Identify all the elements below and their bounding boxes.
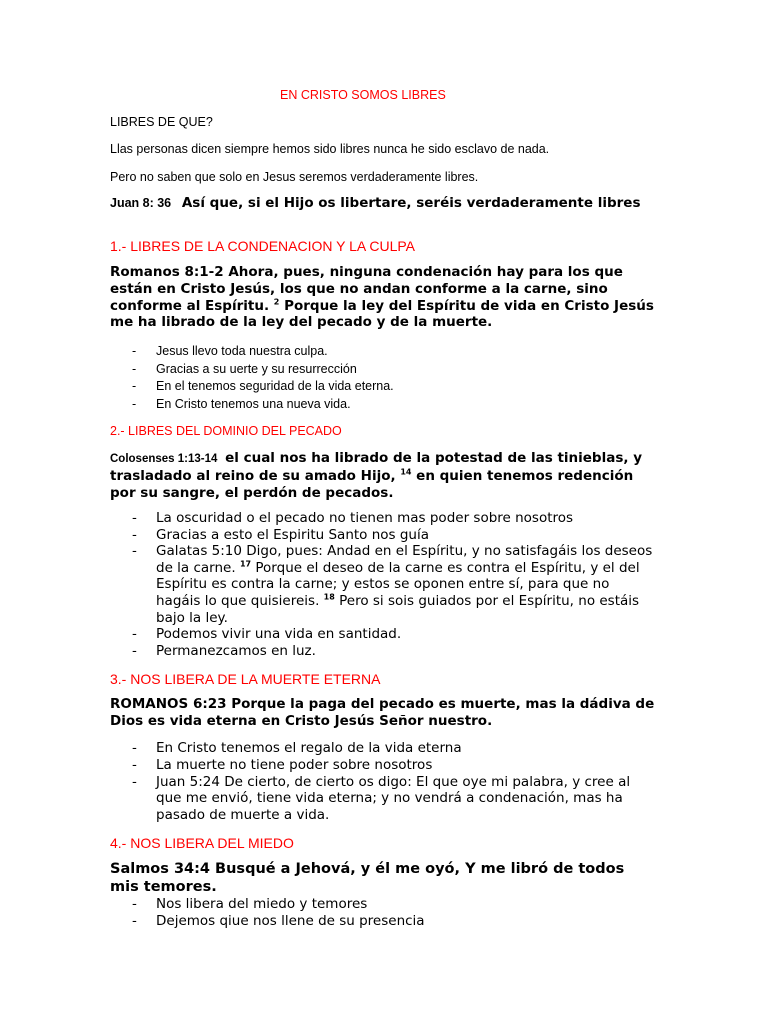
list-item-text: La muerte no tiene poder sobre nosotros: [156, 756, 433, 773]
section-2-heading: 2.- LIBRES DEL DOMINIO DEL PECADO: [110, 424, 342, 438]
list-item: [110, 396, 650, 414]
list-item: [110, 343, 650, 361]
list-item-text: Dejemos qiue nos llene de su presencia: [156, 913, 425, 929]
list-item-text: Gracias a su uerte y su resurrección: [156, 361, 357, 376]
dash-mark: -: [132, 543, 137, 560]
dash-mark: -: [132, 626, 137, 643]
section-1-verse-a: Romanos 8:1-2 Ahora, pues, ninguna condenación hay para los que están en Cristo Jesús, los que no andan conforme a la carne, sino conforme al Espíritu.: [110, 264, 623, 314]
section-1-list: [110, 343, 650, 414]
key-verse: [110, 195, 650, 212]
list-item: [110, 774, 655, 824]
list-item: [110, 740, 655, 757]
dash-mark: -: [132, 361, 137, 376]
list-item: [110, 896, 655, 913]
list-item: [110, 361, 650, 379]
section-2-verse-a: el cual nos ha librado de la potestad de las tinieblas, y trasladado al reino de su amado Hijo,: [110, 450, 642, 484]
list-item-text: En Cristo tenemos una nueva vida.: [156, 397, 351, 412]
list-item-text: La oscuridad o el pecado no tienen mas poder sobre nosotros: [156, 510, 574, 526]
section-2-verse-ref: Colosenses 1:13-14: [110, 453, 218, 465]
list-item: [110, 510, 655, 527]
list-item-text: Podemos vivir una vida en santidad.: [156, 626, 402, 643]
list-item-text: Gracias a esto el Espiritu Santo nos guía: [156, 526, 430, 543]
list-item-text: Nos libera del miedo y temores: [156, 896, 368, 912]
section-2-verse-sup: 14: [400, 467, 412, 477]
dash-mark: -: [132, 642, 137, 659]
dash-mark: -: [132, 913, 137, 929]
list-item: [110, 378, 650, 396]
galatas-sup-17: 17: [239, 559, 252, 569]
dash-mark: -: [132, 510, 137, 526]
list-item: [110, 527, 655, 544]
dash-mark: -: [132, 397, 137, 412]
list-item: [110, 643, 655, 660]
section-2-list: [110, 510, 655, 659]
section-4-verse: Salmos 34:4 Busqué a Jehová, y él me oyó, Y me libró de todos mis temores.: [110, 861, 625, 895]
dash-mark: -: [132, 740, 137, 756]
dash-mark: -: [132, 773, 137, 790]
galatas-b: Porque el deseo de la carne es contra el Espíritu, y el del Espíritu es contra la carne; y estos se oponen entre sí, para que no hagáis lo que quisiereis.: [156, 559, 640, 609]
dash-mark: -: [132, 526, 137, 543]
list-item-text: Jesus llevo toda nuestra culpa.: [156, 344, 328, 358]
section-1-verse-b: Porque la ley del Espíritu de vida en Cristo Jesús me ha librado de la ley del pecado y de la muerte.: [110, 297, 654, 331]
galatas-c: Pero si sois guiados por el Espíritu, no estáis bajo la ley.: [156, 592, 640, 626]
dash-mark: -: [132, 344, 137, 358]
galatas-sup-18: 18: [323, 592, 335, 602]
section-3-verse: ROMANOS 6:23 Porque la paga del pecado es muerte, mas la dádiva de Dios es vida eterna en Cristo Jesús Señor nuestro.: [110, 696, 655, 729]
list-item-text: Juan 5:24 De cierto, de cierto os digo: El que oye mi palabra, y cree al que me envió, tiene vida eterna; y no vendrá a condenación, mas ha pasado de muerte a vida.: [156, 773, 631, 824]
list-item: [110, 626, 655, 643]
list-item-text: En el tenemos seguridad de la vida eterna.: [156, 379, 394, 394]
key-verse-ref: Juan 8: 36: [110, 196, 172, 210]
section-1-verse-sup: 2: [273, 297, 280, 307]
list-item: [110, 757, 655, 774]
list-item: [110, 543, 655, 626]
list-item-text: En Cristo tenemos el regalo de la vida eterna: [156, 740, 462, 756]
dash-mark: -: [132, 896, 137, 912]
section-3-list: [110, 740, 655, 824]
dash-mark: -: [132, 756, 137, 773]
list-item-text: Permanezcamos en luz.: [156, 642, 316, 659]
intro-question: LIBRES DE QUE?: [110, 115, 213, 129]
section-1-verse: [110, 264, 655, 331]
section-4-list: [110, 896, 655, 930]
intro-line-2: Pero no saben que solo en Jesus seremos verdaderamente libres.: [110, 170, 479, 184]
section-2-verse: [110, 450, 655, 501]
section-2-verse-b: en quien tenemos redención por su sangre, el perdón de pecados.: [110, 467, 634, 501]
section-4-heading: 4.- NOS LIBERA DEL MIEDO: [110, 835, 294, 851]
document-title: EN CRISTO SOMOS LIBRES: [280, 88, 446, 102]
galatas-a: Galatas 5:10 Digo, pues: Andad en el Espíritu, y no satisfagáis los deseos de la carne.: [156, 543, 653, 576]
section-3-heading: 3.- NOS LIBERA DE LA MUERTE ETERNA: [110, 671, 381, 687]
section-1-heading: 1.- LIBRES DE LA CONDENACION Y LA CULPA: [110, 238, 415, 254]
intro-line-1: Llas personas dicen siempre hemos sido libres nunca he sido esclavo de nada.: [110, 142, 550, 156]
list-item: [110, 913, 655, 930]
key-verse-text: Así que, si el Hijo os libertare, seréis verdaderamente libres: [181, 195, 641, 211]
dash-mark: -: [132, 379, 137, 394]
